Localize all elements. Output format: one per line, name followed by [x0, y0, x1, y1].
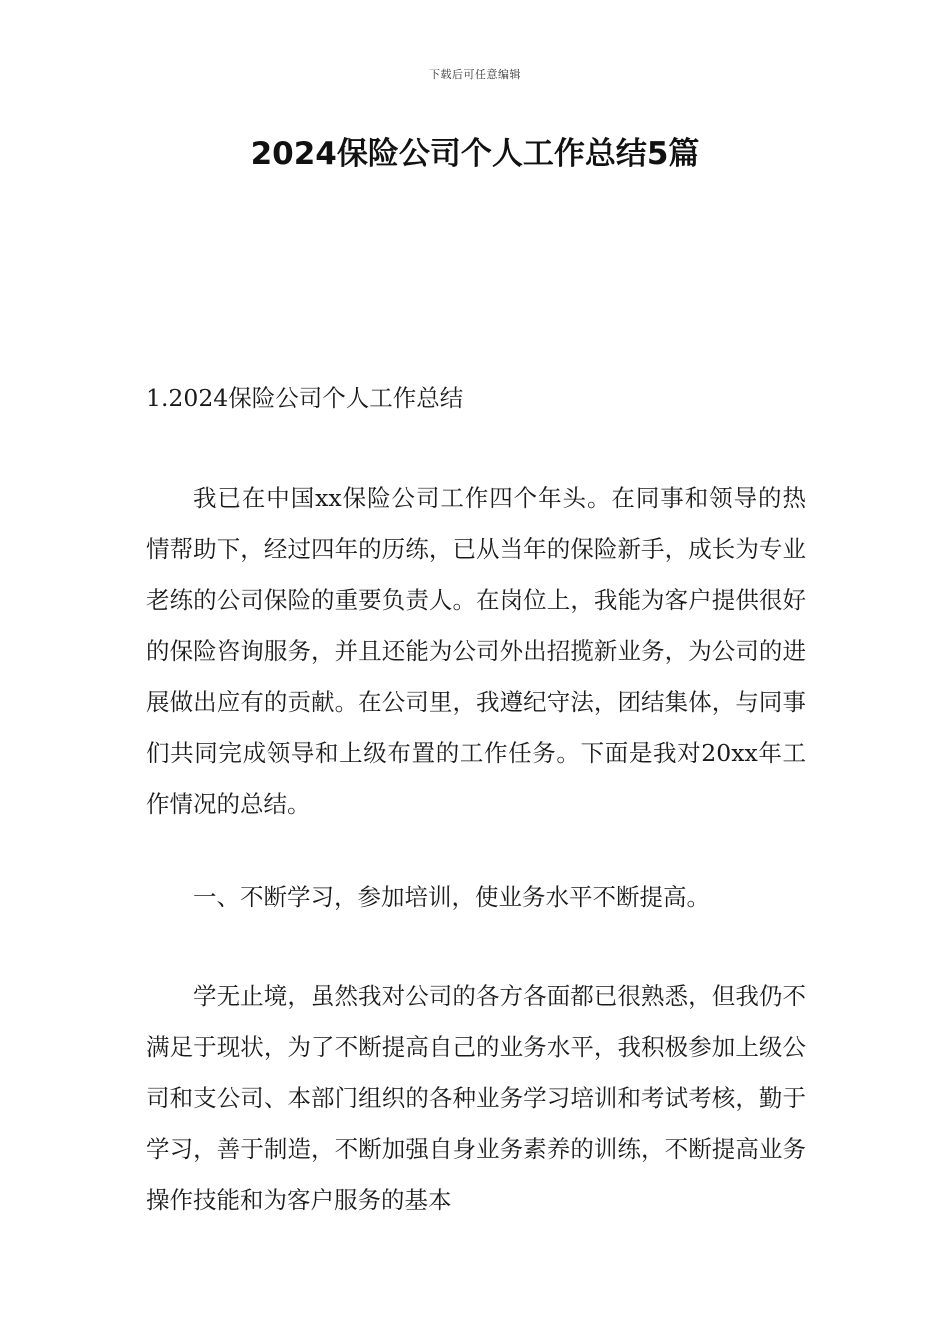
paragraph-container [146, 971, 806, 1226]
document-title: 2024保险公司个人工作总结5篇 [250, 136, 700, 172]
paragraph-container [146, 473, 806, 830]
header-note: 下载后可任意编辑 [429, 68, 521, 81]
intro-paragraph: 我已在中国xx保险公司工作四个年头。在同事和领导的热情帮助下，经过四年的历练，已从当年的保险新手，成长为专业老练的公司保险的重要负责人。在岗位上，我能为客户提供很好的保险咨询服务，并且还能为公司外出招揽新业务，为公司的进展做出应有的贡献。在公司里，我遵纪守法，团结集体，与同事们共同完成领导和上级布置的工作任务。下面是我对20xx年工作情况的总结。 [146, 484, 806, 818]
section-heading: 1.2024保险公司个人工作总结 [146, 384, 464, 412]
study-paragraph: 学无止境，虽然我对公司的各方各面都已很熟悉，但我仍不满足于现状，为了不断提高自己的业务水平，我积极参加上级公司和支公司、本部门组织的各种业务学习培训和考试考核，勤于学习，善于制造，不断加强自身业务素养的训练，不断提高业务操作技能和为客户服务的基本 [146, 982, 806, 1214]
subheading-container [146, 872, 806, 923]
subheading-study: 一、不断学习，参加培训，使业务水平不断提高。 [193, 883, 710, 911]
